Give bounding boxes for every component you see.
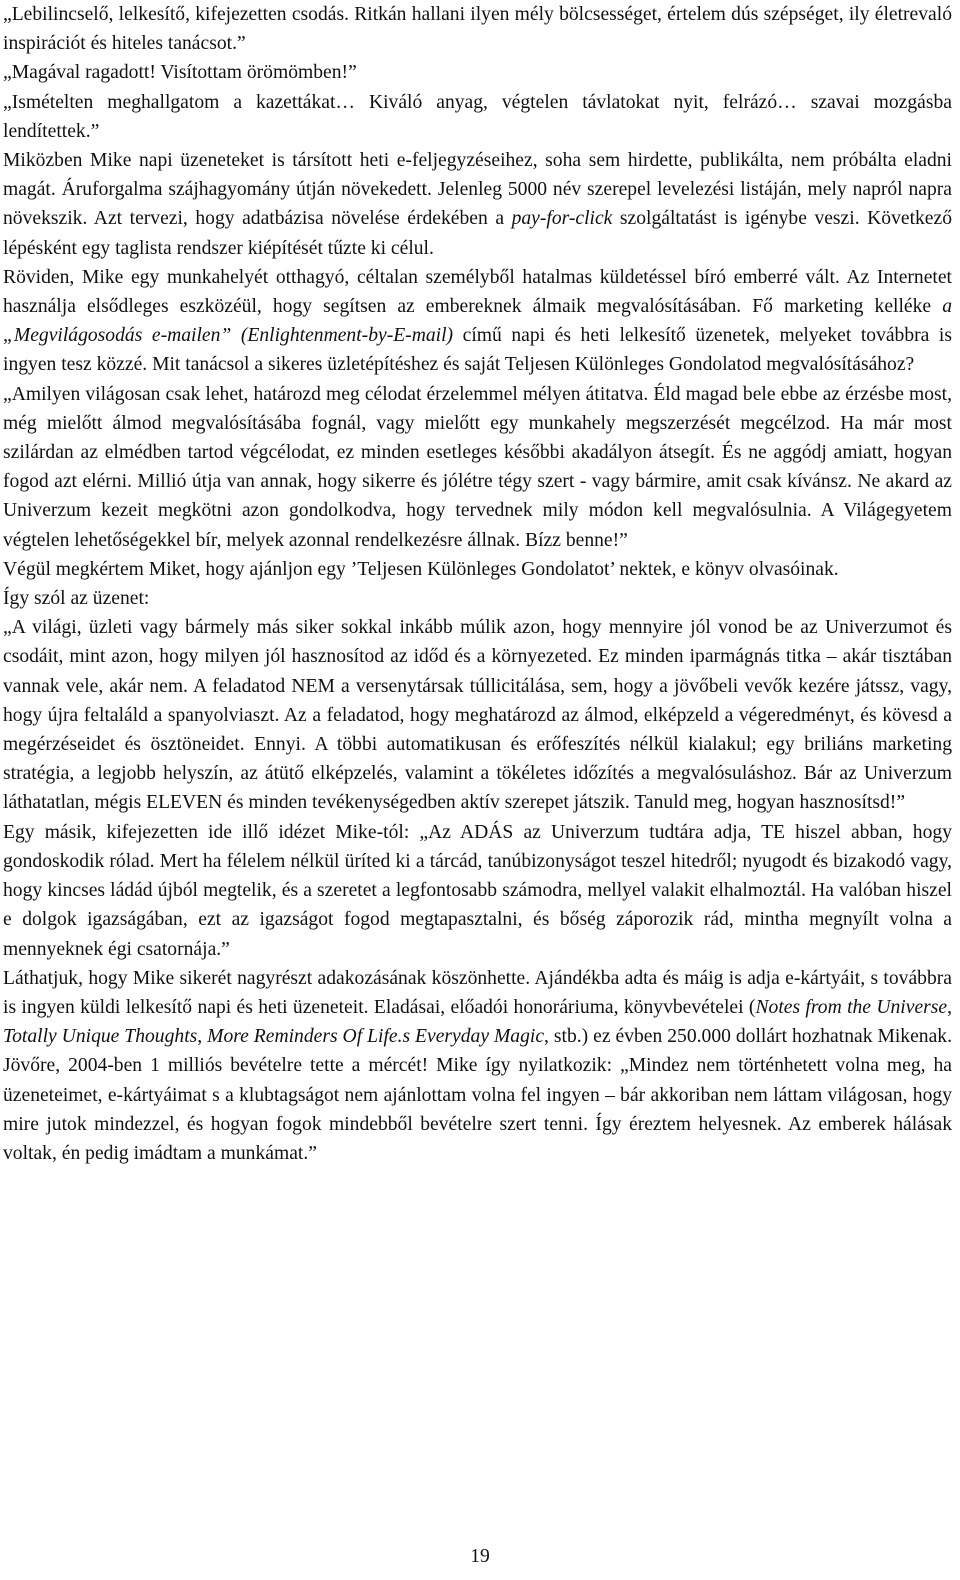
italic-text: a „Megvilágosodás e-mailen” (Enlightenment-by-E-mail) xyxy=(3,296,952,347)
text-segment: , stb.) ez évben 250.000 dollárt hozhatnak Mikenak. Jövőre, 2004-ben 1 milliós bevételre tette a mércét! Mike így nyilatkozik: „Mindez nem történhetett volna meg, ha üzeneteimet, e-kártyáimat s a klubtagságot nem ajánlottam volna fel ingyen – bár akkoriban nem láttam világosan, hogy mire jutok mindezzel, és hogyan fogok mindebből bevételre szert tenni. Így éreztem helyesnek. Az emberek hálásak voltak, én pedig imádtam a munkámat.” xyxy=(3,1026,952,1164)
text-segment: , xyxy=(947,996,952,1018)
italic-text: Notes from the Universe xyxy=(755,996,948,1018)
paragraph xyxy=(3,0,952,58)
text-segment: Röviden, Mike egy munkahelyét otthagyó, céltalan személyből hatalmas küldetéssel bíró emberré vált. Az Internetet használja elsődleges eszközéül, hogy segítsen az embereknek álmaik megvalósításában. Fő marketing kelléke xyxy=(3,266,952,318)
text-segment: „Amilyen világosan csak lehet, határozd meg célodat érzelemmel mélyen átitatva. Éld magad bele ebbe az érzésbe most, még mielőtt álmod megvalósításába fognál, vagy mielőtt egy munkahely megszerzését megcélzod. Ha már most szilárdan az elmédben tartod végcélodat, ez minden esetleges későbbi akadályon átsegít. És ne aggódj amiatt, hogyan fogod azt elérni. Millió útja van annak, hogy sikerre és jólétre tégy szert - vagy bármire, amit csak kívánsz. Ne akard az Univerzum kezeit megkötni azon gondolkodva, hogy tervednek mily módon kell megvalósulnia. A Világegyetem végtelen lehetőségekkel bír, melyek azonnal rendelkezésre állnak. Bízz benne!” xyxy=(3,383,952,551)
text-segment: „A világi, üzleti vagy bármely más siker sokkal inkább múlik azon, hogy mennyire jól vonod be az Univerzumot és csodáit, mint azon, hogy milyen jól hasznosítod az időd és a környezeted. Ez minden iparmágnás titka – akár tisztában vannak vele, akár nem. A feladatod NEM a versenytársak túllicitálása, sem, hogy a jövőbeli vevők kezére játssz, vagy, hogy újra feltaláld a spanyolviaszt. Az a feladatod, hogy meghatározd az álmod, elképzeld a végeredményt, és kövesd a megérzéseidet és ösztöneidet. Ennyi. A többi automatikusan és erőfeszítés nélkül kialakul; egy briliáns marketing stratégia, a legjobb helyszín, az átütő elképzelés, valamint a tökéletes időzítés a megvalósuláshoz. Bár az Univerzum láthatatlan, mégis ELEVEN és minden tevékenységedben aktív szerepet játszik. Tanuld meg, hogyan hasznosítsd!” xyxy=(3,617,952,814)
text-segment: című napi és heti lelkesítő üzenetek, melyeket továbbra is ingyen tesz közzé. Mit tanácsol a sikeres üzletépítéshez és saját Teljesen Különleges Gondolatod megvalósításához? xyxy=(3,325,952,376)
italic-text: pay-for-click xyxy=(511,208,613,230)
paragraph xyxy=(3,584,952,613)
italic-text: Totally Unique Thoughts xyxy=(3,1026,198,1048)
paragraph xyxy=(3,613,952,817)
text-segment: Így szól az üzenet: xyxy=(3,588,150,610)
italic-text: More Reminders Of Life.s Everyday Magic xyxy=(207,1026,545,1048)
paragraph xyxy=(3,146,952,263)
text-segment: , xyxy=(197,1026,208,1048)
text-segment: Láthatjuk, hogy Mike sikerét nagyrészt adakozásának köszönhette. Ajándékba adta és máig is adja e-kártyáit, s továbbra is ingyen küldi lelkesítő napi és heti üzeneteit. Eladásai, előadói honoráriuma, könyvbevételei ( xyxy=(3,967,952,1018)
text-segment: Miközben Mike napi üzeneteket is társított heti e-feljegyzéseihez, soha sem hirdette, publikálta, nem próbálta eladni magát. Áruforgalma szájhagyomány útján növekedett. Jelenleg 5000 név szerepel levelezési listáján, mely napról napra növekszik. Azt tervezi, hogy adatbázisa növelése érdekében a xyxy=(3,150,952,230)
text-segment: „Lebilincselő, lelkesítő, kifejezetten csodás. Ritkán hallani ilyen mély bölcsességet, értelem dús szépséget, ily életrevaló inspirációt és hiteles tanácsot.” xyxy=(3,4,952,55)
paragraph xyxy=(3,88,952,146)
text-segment: „Magával ragadott! Visítottam örömömben!” xyxy=(3,62,357,84)
paragraph xyxy=(3,58,952,87)
text-segment: Végül megkértem Miket, hogy ajánljon egy ’Teljesen Különleges Gondolatot’ nektek, e könyv olvasóinak. xyxy=(3,558,839,580)
text-body xyxy=(3,0,952,1168)
text-segment: „Ismételten meghallgatom a kazettákat… Kiváló anyag, végtelen távlatokat nyit, felrázó… szavai mozgásba lendítettek.” xyxy=(3,91,952,142)
paragraph xyxy=(3,555,952,584)
text-segment: szolgáltatást is igénybe veszi. Következő lépésként egy taglista rendszer kiépítését tűzte ki célul. xyxy=(3,208,953,259)
text-segment: Egy másik, kifejezetten ide illő idézet Mike-tól: „Az ADÁS az Univerzum tudtára adja, TE hiszel abban, hogy gondoskodik rólad. Mert ha félelem nélkül üríted ki a tárcád, tanúbizonyságot teszel hitedről; nyugodt és bizakodó vagy, hogy kincses ládád újból megtelik, és a szeretet a legfontosabb számodra, mellyel valakit elhalmoztál. Ha valóban hiszel e dolgok igazságában, ezt az igazságot fogod megtapasztalni, és bőség záporozik rád, mintha megnyílt volna a mennyeknek égi csatornája.” xyxy=(3,821,952,960)
paragraph xyxy=(3,380,952,555)
paragraph xyxy=(3,964,952,1168)
paragraph xyxy=(3,818,952,964)
page-number: 19 xyxy=(470,1546,490,1567)
paragraph xyxy=(3,263,952,380)
